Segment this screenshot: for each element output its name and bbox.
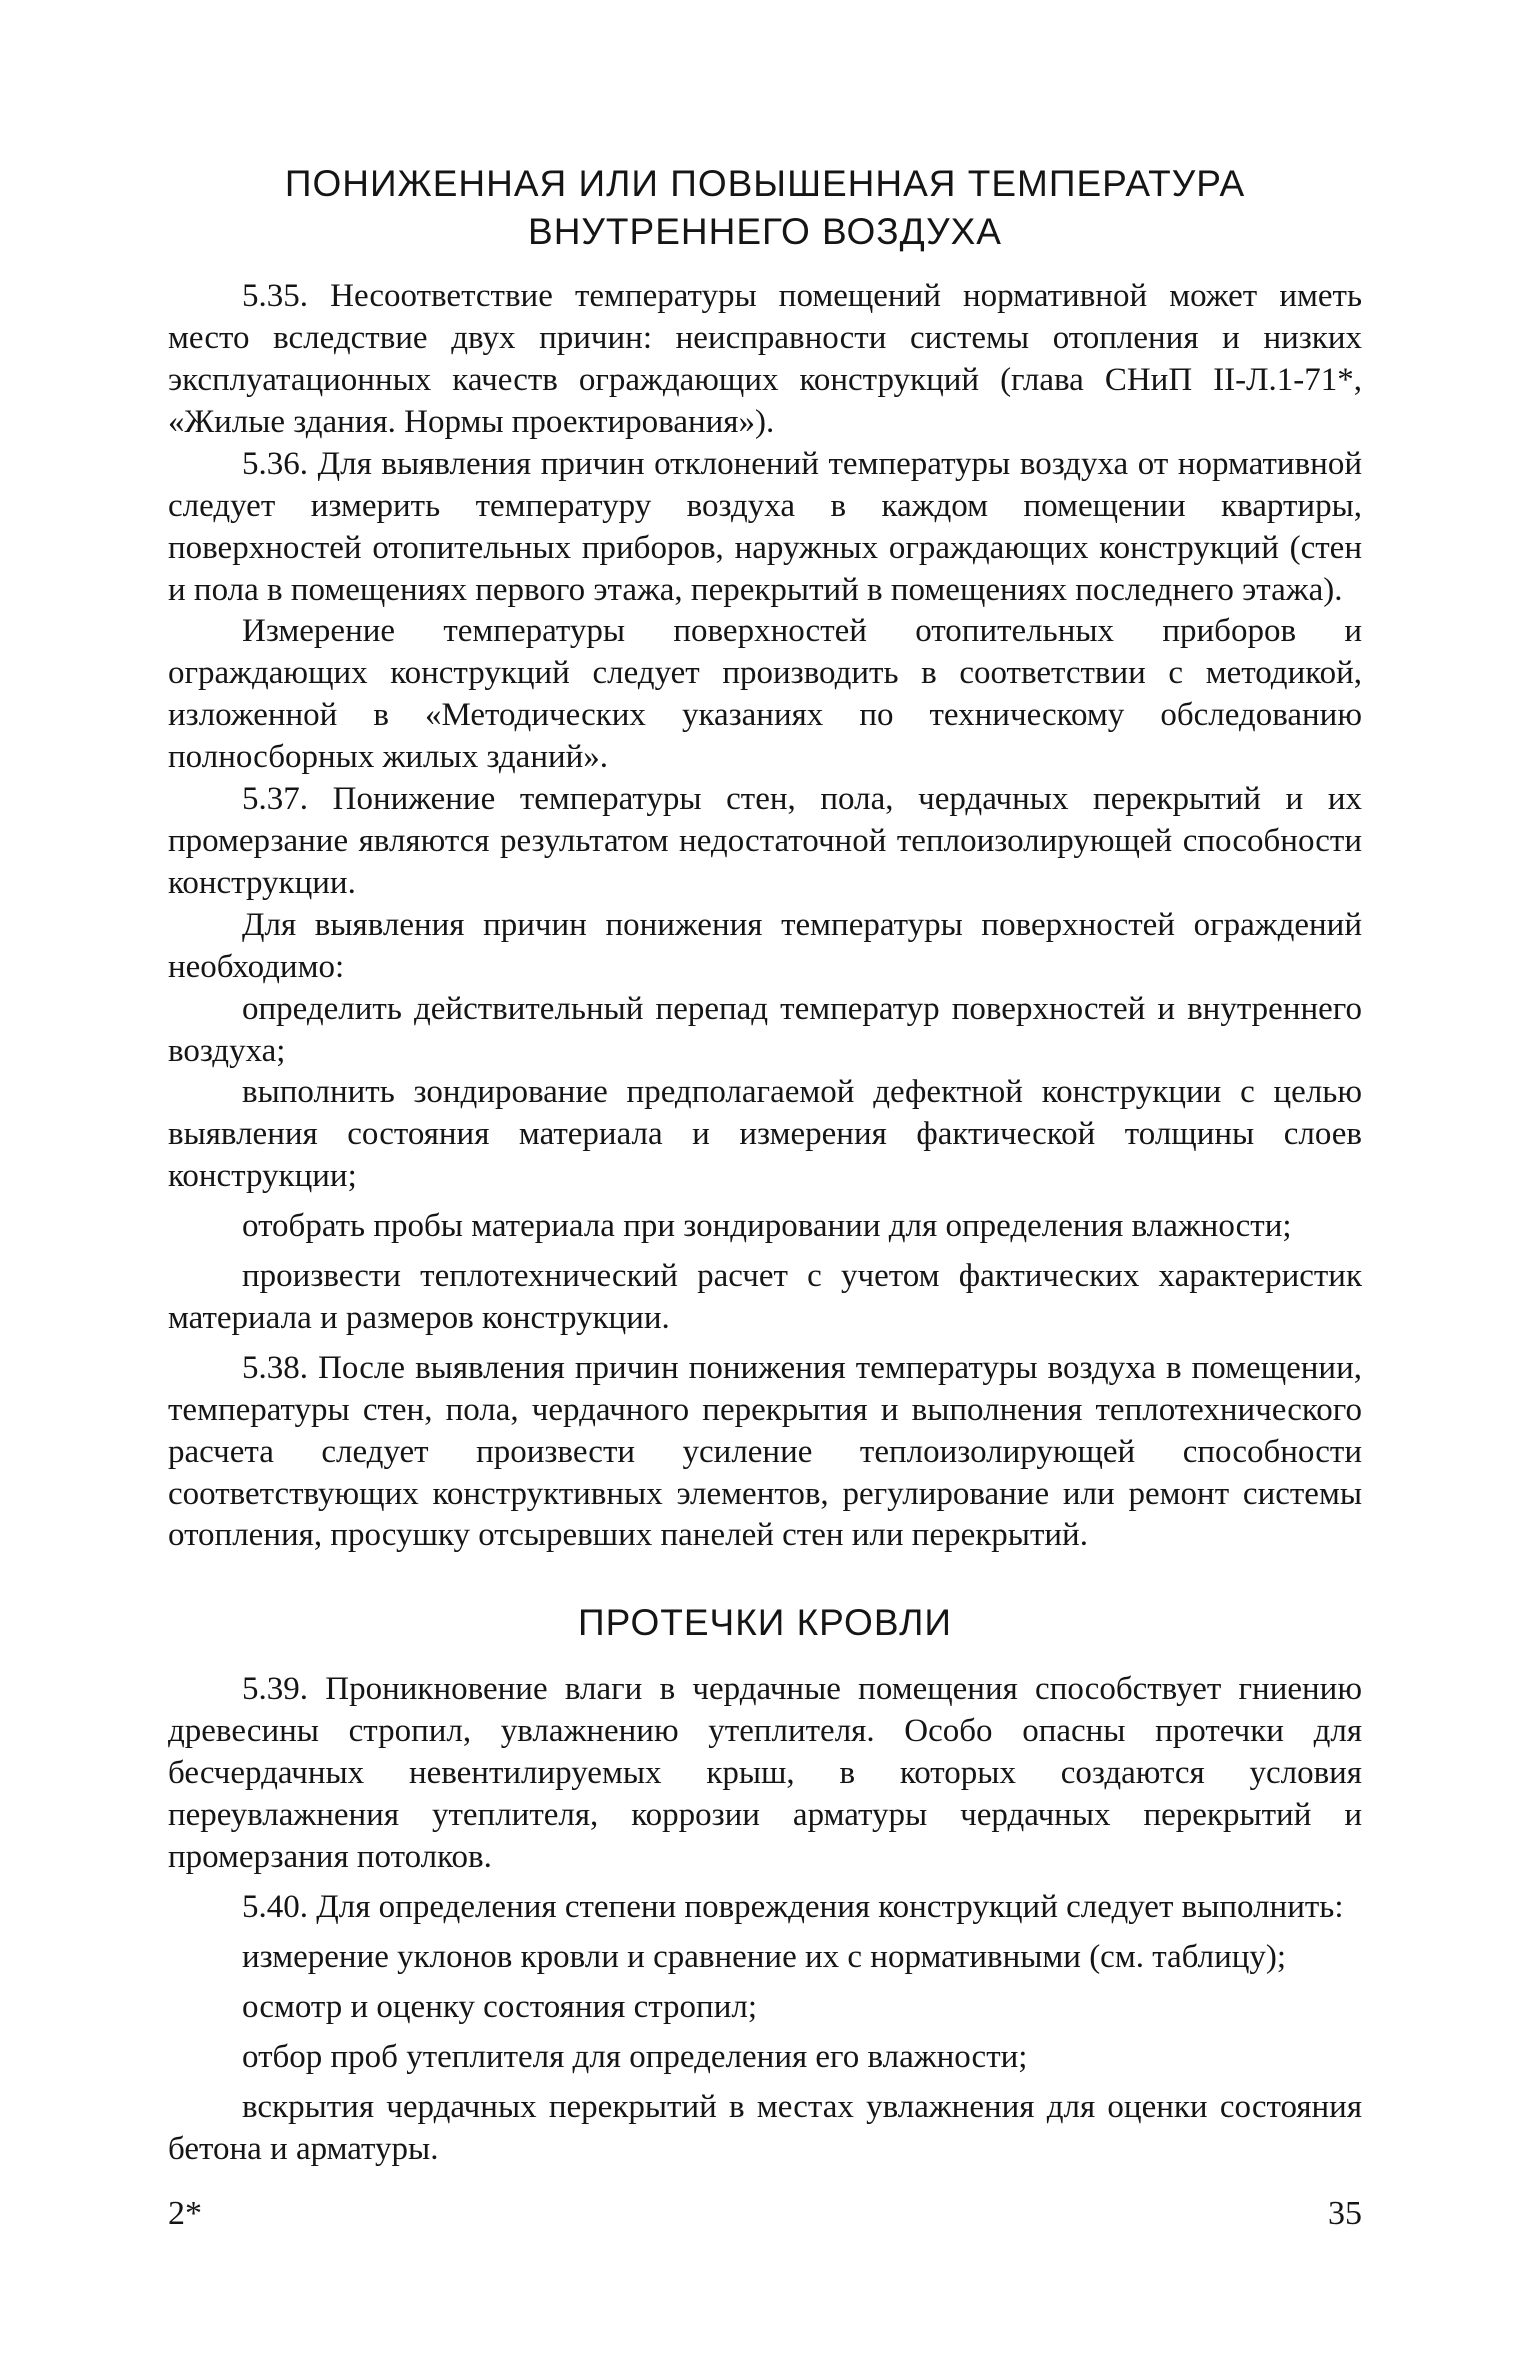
section-title-line: ПРОТЕЧКИ КРОВЛИ (578, 1602, 952, 1644)
paragraph: Измерение температуры поверхностей отопительных приборов и ограждающих конструкций следует производить в соответствии с методикой, изложенной в «Методических указаниях по техническому обследованию полносборных жилых зданий». (168, 613, 1362, 776)
section-title-roof-leaks (168, 1599, 1362, 1647)
list-item: выполнить зондирование предполагаемой дефектной конструкции с целью выявления состояния материала и измерения фактической толщины слоев конструкции; (168, 1074, 1362, 1195)
list-item: измерение уклонов кровли и сравнение их с нормативными (см. таблицу); (242, 1938, 1287, 1975)
list-item: вскрытия чердачных перекрытий в местах увлажнения для оценки состояния бетона и арматуры. (168, 2088, 1362, 2167)
paragraph: Для выявления причин понижения температуры поверхностей ограждений необходимо: (168, 906, 1362, 985)
list-item: осмотр и оценку состояния стропил; (242, 1988, 758, 2025)
list-item: определить действительный перепад температур поверхностей и внутреннего воздуха; (168, 990, 1362, 1069)
page-body (168, 160, 1362, 2170)
page-footer (168, 2195, 1362, 2239)
list-item: произвести теплотехнический расчет с учетом фактических характеристик материала и размеров конструкции. (168, 1258, 1362, 1336)
list-item: отбор проб утеплителя для определения его влажности; (242, 2038, 1028, 2075)
signature-mark: 2* (168, 2195, 202, 2232)
paragraph-5-35: 5.35. Несоответствие температуры помещений нормативной может иметь место вследствие двух причин: неисправности системы отопления и низких эксплуатационных качеств ограждающих конструкций (глава СНиП II-Л.1-71*, «Жилые здания. Нормы проектирования»). (168, 278, 1362, 440)
paragraph-5-40: 5.40. Для определения степени повреждения конструкций следует выполнить: (242, 1889, 1344, 1925)
list-item: отобрать пробы материала при зондировании для определения влажности; (242, 1208, 1292, 1245)
section-title-line: ВНУТРЕННЕГО ВОЗДУХА (528, 211, 1002, 253)
paragraph-5-36: 5.36. Для выявления причин отклонений температуры воздуха от нормативной следует измерить температуру воздуха в каждом помещении квартиры, поверхностей отопительных приборов, наружных ограждающих конструкций (стен и пола в помещениях первого этажа, перекрытий в помещениях последнего этажа). (168, 445, 1362, 608)
paragraph-5-38: 5.38. После выявления причин понижения температуры воздуха в помещении, температуры стен, пола, чердачного перекрытия и выполнения теплотехнического расчета следует произвести усиление теплоизолирующей способности соответствующих конструктивных элементов, регулирование или ремонт системы отопления, просушку отсыревших панелей стен или перекрытий. (168, 1349, 1362, 1554)
section-title-line: ПОНИЖЕННАЯ ИЛИ ПОВЫШЕННАЯ ТЕМПЕРАТУРА (284, 163, 1246, 204)
paragraph-5-39: 5.39. Проникновение влаги в чердачные помещения способствует гниению древесины стропил, увлажнению утеплителя. Особо опасны протечки для бесчердачных невентилируемых крыш, в которых создаются условия переувлажнения утеплителя, коррозии арматуры чердачных перекрытий и промерзания потолков. (168, 1671, 1362, 1876)
page-number: 35 (1328, 2195, 1362, 2232)
section-title-temperature (168, 160, 1362, 256)
paragraph-5-37: 5.37. Понижение температуры стен, пола, чердачных перекрытий и их промерзание являются результатом недостаточной теплоизолирующей способности конструкции. (168, 781, 1362, 901)
